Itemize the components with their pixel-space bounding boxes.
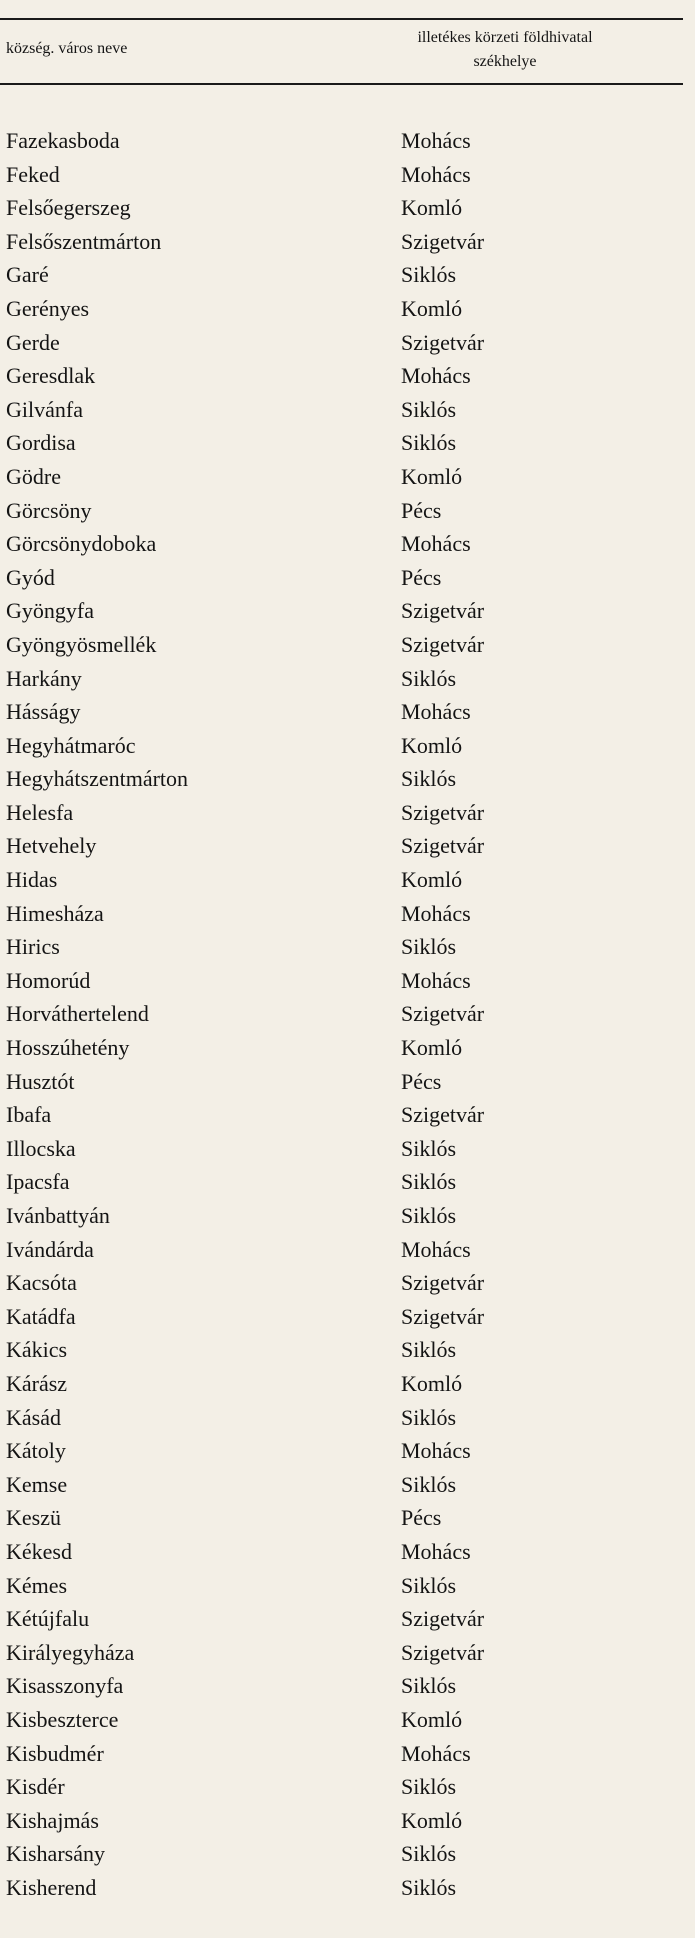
- land-office-seat: Siklós: [401, 396, 457, 422]
- column-header-settlement: község. város neve: [6, 40, 128, 57]
- land-office-seat: Szigetvár: [401, 799, 485, 825]
- settlement-name: Görcsöny: [6, 497, 92, 523]
- land-office-seat: Pécs: [401, 564, 442, 590]
- land-office-seat: Pécs: [401, 1505, 442, 1531]
- land-office-seat: Siklós: [401, 1337, 457, 1363]
- table-row: [0, 1233, 695, 1267]
- settlement-name: Kacsóta: [6, 1270, 77, 1296]
- settlement-name: Gordisa: [6, 430, 76, 456]
- land-office-seat: Szigetvár: [401, 1102, 485, 1128]
- settlement-name: Kétújfalu: [6, 1606, 90, 1632]
- land-office-seat: Szigetvár: [401, 1001, 485, 1027]
- land-office-seat: Szigetvár: [401, 1270, 485, 1296]
- settlement-name: Kisdér: [6, 1774, 65, 1800]
- table-row: [0, 897, 695, 931]
- land-office-seat: Siklós: [401, 262, 457, 288]
- table-row: [0, 258, 695, 292]
- land-office-seat: Szigetvár: [401, 598, 485, 624]
- table-row: [0, 829, 695, 863]
- settlement-name: Harkány: [6, 665, 82, 691]
- settlement-name: Királyegyháza: [6, 1639, 135, 1665]
- settlement-name: Hásságy: [6, 699, 81, 725]
- land-office-seat: Szigetvár: [401, 1303, 485, 1329]
- table-row: [0, 191, 695, 225]
- table-row: [0, 1535, 695, 1569]
- table-row: [0, 930, 695, 964]
- land-office-seat: Siklós: [401, 1572, 457, 1598]
- land-office-seat: Mohács: [401, 1538, 471, 1564]
- settlement-name: Gerde: [6, 329, 60, 355]
- settlement-name: Hidas: [6, 867, 58, 893]
- settlement-name: Gerényes: [6, 295, 90, 321]
- settlement-name: Gödre: [6, 463, 61, 489]
- land-office-seat: Mohács: [401, 363, 471, 389]
- settlement-name: Keszü: [6, 1505, 61, 1531]
- land-office-seat: Komló: [401, 867, 463, 893]
- settlement-name: Himesháza: [6, 900, 104, 926]
- table-row: [0, 158, 695, 192]
- settlement-name: Kisbeszterce: [6, 1706, 119, 1732]
- land-office-seat: Komló: [401, 1706, 463, 1732]
- column-header-land-office: [370, 26, 640, 74]
- table-row: [0, 863, 695, 897]
- table-row: [0, 1669, 695, 1703]
- land-office-seat: Siklós: [401, 766, 457, 792]
- settlement-name: Helesfa: [6, 799, 74, 825]
- settlement-name: Gyöngyfa: [6, 598, 94, 624]
- table-row: [0, 1165, 695, 1199]
- land-office-seat: Pécs: [401, 1068, 442, 1094]
- land-office-seat: Komló: [401, 732, 463, 758]
- table-row: [0, 292, 695, 326]
- table-row: [0, 1501, 695, 1535]
- table-row: [0, 964, 695, 998]
- land-office-seat: Siklós: [401, 1874, 457, 1900]
- settlement-name: Gilvánfa: [6, 396, 83, 422]
- settlement-name: Hegyhátmaróc: [6, 732, 136, 758]
- land-office-seat: Komló: [401, 1035, 463, 1061]
- land-office-seat: Mohács: [401, 967, 471, 993]
- land-office-seat: Mohács: [401, 900, 471, 926]
- settlement-name: Gyöngyösmellék: [6, 631, 157, 657]
- settlement-name: Kisbudmér: [6, 1740, 104, 1766]
- table-row: [0, 1468, 695, 1502]
- table-body: [0, 124, 695, 1904]
- table-row: [0, 1333, 695, 1367]
- table-row: [0, 1266, 695, 1300]
- land-office-seat: Mohács: [401, 128, 471, 153]
- table-row: [0, 359, 695, 393]
- table-row: [0, 494, 695, 528]
- land-office-seat: Siklós: [401, 1203, 457, 1228]
- table-row: [0, 1737, 695, 1771]
- settlement-name: Ivánbattyán: [6, 1203, 110, 1228]
- settlement-name: Feked: [6, 161, 60, 187]
- land-office-seat: Szigetvár: [401, 631, 485, 657]
- settlement-name: Kemse: [6, 1471, 68, 1497]
- table-row: [0, 426, 695, 460]
- table-row: [0, 460, 695, 494]
- land-office-seat: Siklós: [401, 1774, 457, 1800]
- settlement-name: Kishajmás: [6, 1807, 99, 1833]
- land-office-seat: Siklós: [401, 430, 457, 456]
- land-office-seat: Siklós: [401, 1471, 457, 1497]
- land-office-seat: Siklós: [401, 1841, 457, 1867]
- table-row: [0, 1636, 695, 1670]
- table-row: [0, 997, 695, 1031]
- table-row: [0, 762, 695, 796]
- land-office-seat: Mohács: [401, 1236, 471, 1262]
- settlement-name: Felsőszentmárton: [6, 228, 162, 254]
- land-office-seat: Szigetvár: [401, 1639, 485, 1665]
- settlement-name: Kásád: [6, 1404, 61, 1430]
- settlement-name: Hosszúhetény: [6, 1035, 130, 1061]
- land-office-seat: Siklós: [401, 1135, 457, 1161]
- table-row: [0, 1300, 695, 1334]
- table-row: [0, 1871, 695, 1905]
- settlement-name: Hegyhátszentmárton: [6, 766, 189, 792]
- settlement-name: Geresdlak: [6, 363, 96, 389]
- land-office-seat: Szigetvár: [401, 833, 485, 859]
- land-office-seat: Mohács: [401, 1438, 471, 1464]
- table-row: [0, 729, 695, 763]
- table-row: [0, 527, 695, 561]
- settlement-name: Kisharsány: [6, 1841, 105, 1867]
- settlement-name: Ivándárda: [6, 1236, 94, 1262]
- settlement-name: Fazekasboda: [6, 128, 120, 153]
- table-row: [0, 1837, 695, 1871]
- settlement-name: Hirics: [6, 934, 60, 960]
- table-row: [0, 1132, 695, 1166]
- table-row: [0, 561, 695, 595]
- table-row: [0, 1031, 695, 1065]
- land-office-seat: Komló: [401, 1807, 463, 1833]
- table-header-rule: [0, 83, 683, 85]
- column-header-land-office-line1: illetékes körzeti földhivatal: [417, 29, 593, 46]
- settlement-name: Kisasszonyfa: [6, 1673, 124, 1699]
- settlement-name: Kákics: [6, 1337, 68, 1363]
- table-row: [0, 124, 695, 158]
- table-row: [0, 393, 695, 427]
- settlement-name: Ibafa: [6, 1102, 52, 1128]
- land-office-seat: Komló: [401, 295, 463, 321]
- land-office-seat: Szigetvár: [401, 228, 485, 254]
- settlement-name: Hetvehely: [6, 833, 97, 859]
- column-header-land-office-line2: székhelye: [473, 53, 537, 70]
- settlement-name: Gyód: [6, 564, 55, 590]
- settlement-name: Kisherend: [6, 1874, 97, 1900]
- settlement-name: Kémes: [6, 1572, 68, 1598]
- table-row: [0, 1401, 695, 1435]
- table-top-rule: [0, 18, 683, 20]
- land-office-seat: Siklós: [401, 1404, 457, 1430]
- settlement-name: Görcsönydoboka: [6, 531, 157, 557]
- table-row: [0, 1770, 695, 1804]
- land-office-seat: Komló: [401, 463, 463, 489]
- land-office-seat: Pécs: [401, 497, 442, 523]
- table-row: [0, 1367, 695, 1401]
- land-office-seat: Szigetvár: [401, 1606, 485, 1632]
- table-row: [0, 1703, 695, 1737]
- settlement-name: Kátoly: [6, 1438, 66, 1464]
- table-row: [0, 326, 695, 360]
- settlement-name: Felsőegerszeg: [6, 195, 131, 221]
- settlement-name: Katádfa: [6, 1303, 76, 1329]
- land-office-seat: Siklós: [401, 1169, 457, 1195]
- settlement-name: Kékesd: [6, 1538, 72, 1564]
- land-office-seat: Komló: [401, 1370, 463, 1396]
- table-row: [0, 628, 695, 662]
- table-row: [0, 1434, 695, 1468]
- land-office-seat: Szigetvár: [401, 329, 485, 355]
- table-row: [0, 695, 695, 729]
- land-office-seat: Mohács: [401, 1740, 471, 1766]
- settlement-name: Homorúd: [6, 967, 91, 993]
- table-row: [0, 1602, 695, 1636]
- land-office-seat: Siklós: [401, 665, 457, 691]
- table-row: [0, 796, 695, 830]
- land-office-seat: Mohács: [401, 699, 471, 725]
- settlement-name: Illocska: [6, 1135, 76, 1161]
- table-row: [0, 1569, 695, 1603]
- table-row: [0, 662, 695, 696]
- table-row: [0, 1804, 695, 1838]
- settlement-name: Husztót: [6, 1068, 75, 1094]
- land-office-seat: Siklós: [401, 934, 457, 960]
- table-row: [0, 594, 695, 628]
- table-row: [0, 1199, 695, 1233]
- land-office-seat: Komló: [401, 195, 463, 221]
- settlement-name: Horváthertelend: [6, 1001, 149, 1027]
- settlement-name: Garé: [6, 262, 49, 288]
- settlement-name: Ipacsfa: [6, 1169, 70, 1195]
- land-office-seat: Siklós: [401, 1673, 457, 1699]
- land-office-seat: Mohács: [401, 531, 471, 557]
- land-office-seat: Mohács: [401, 161, 471, 187]
- table-row: [0, 1065, 695, 1099]
- table-row: [0, 225, 695, 259]
- table-row: [0, 1098, 695, 1132]
- settlement-name: Kárász: [6, 1370, 68, 1396]
